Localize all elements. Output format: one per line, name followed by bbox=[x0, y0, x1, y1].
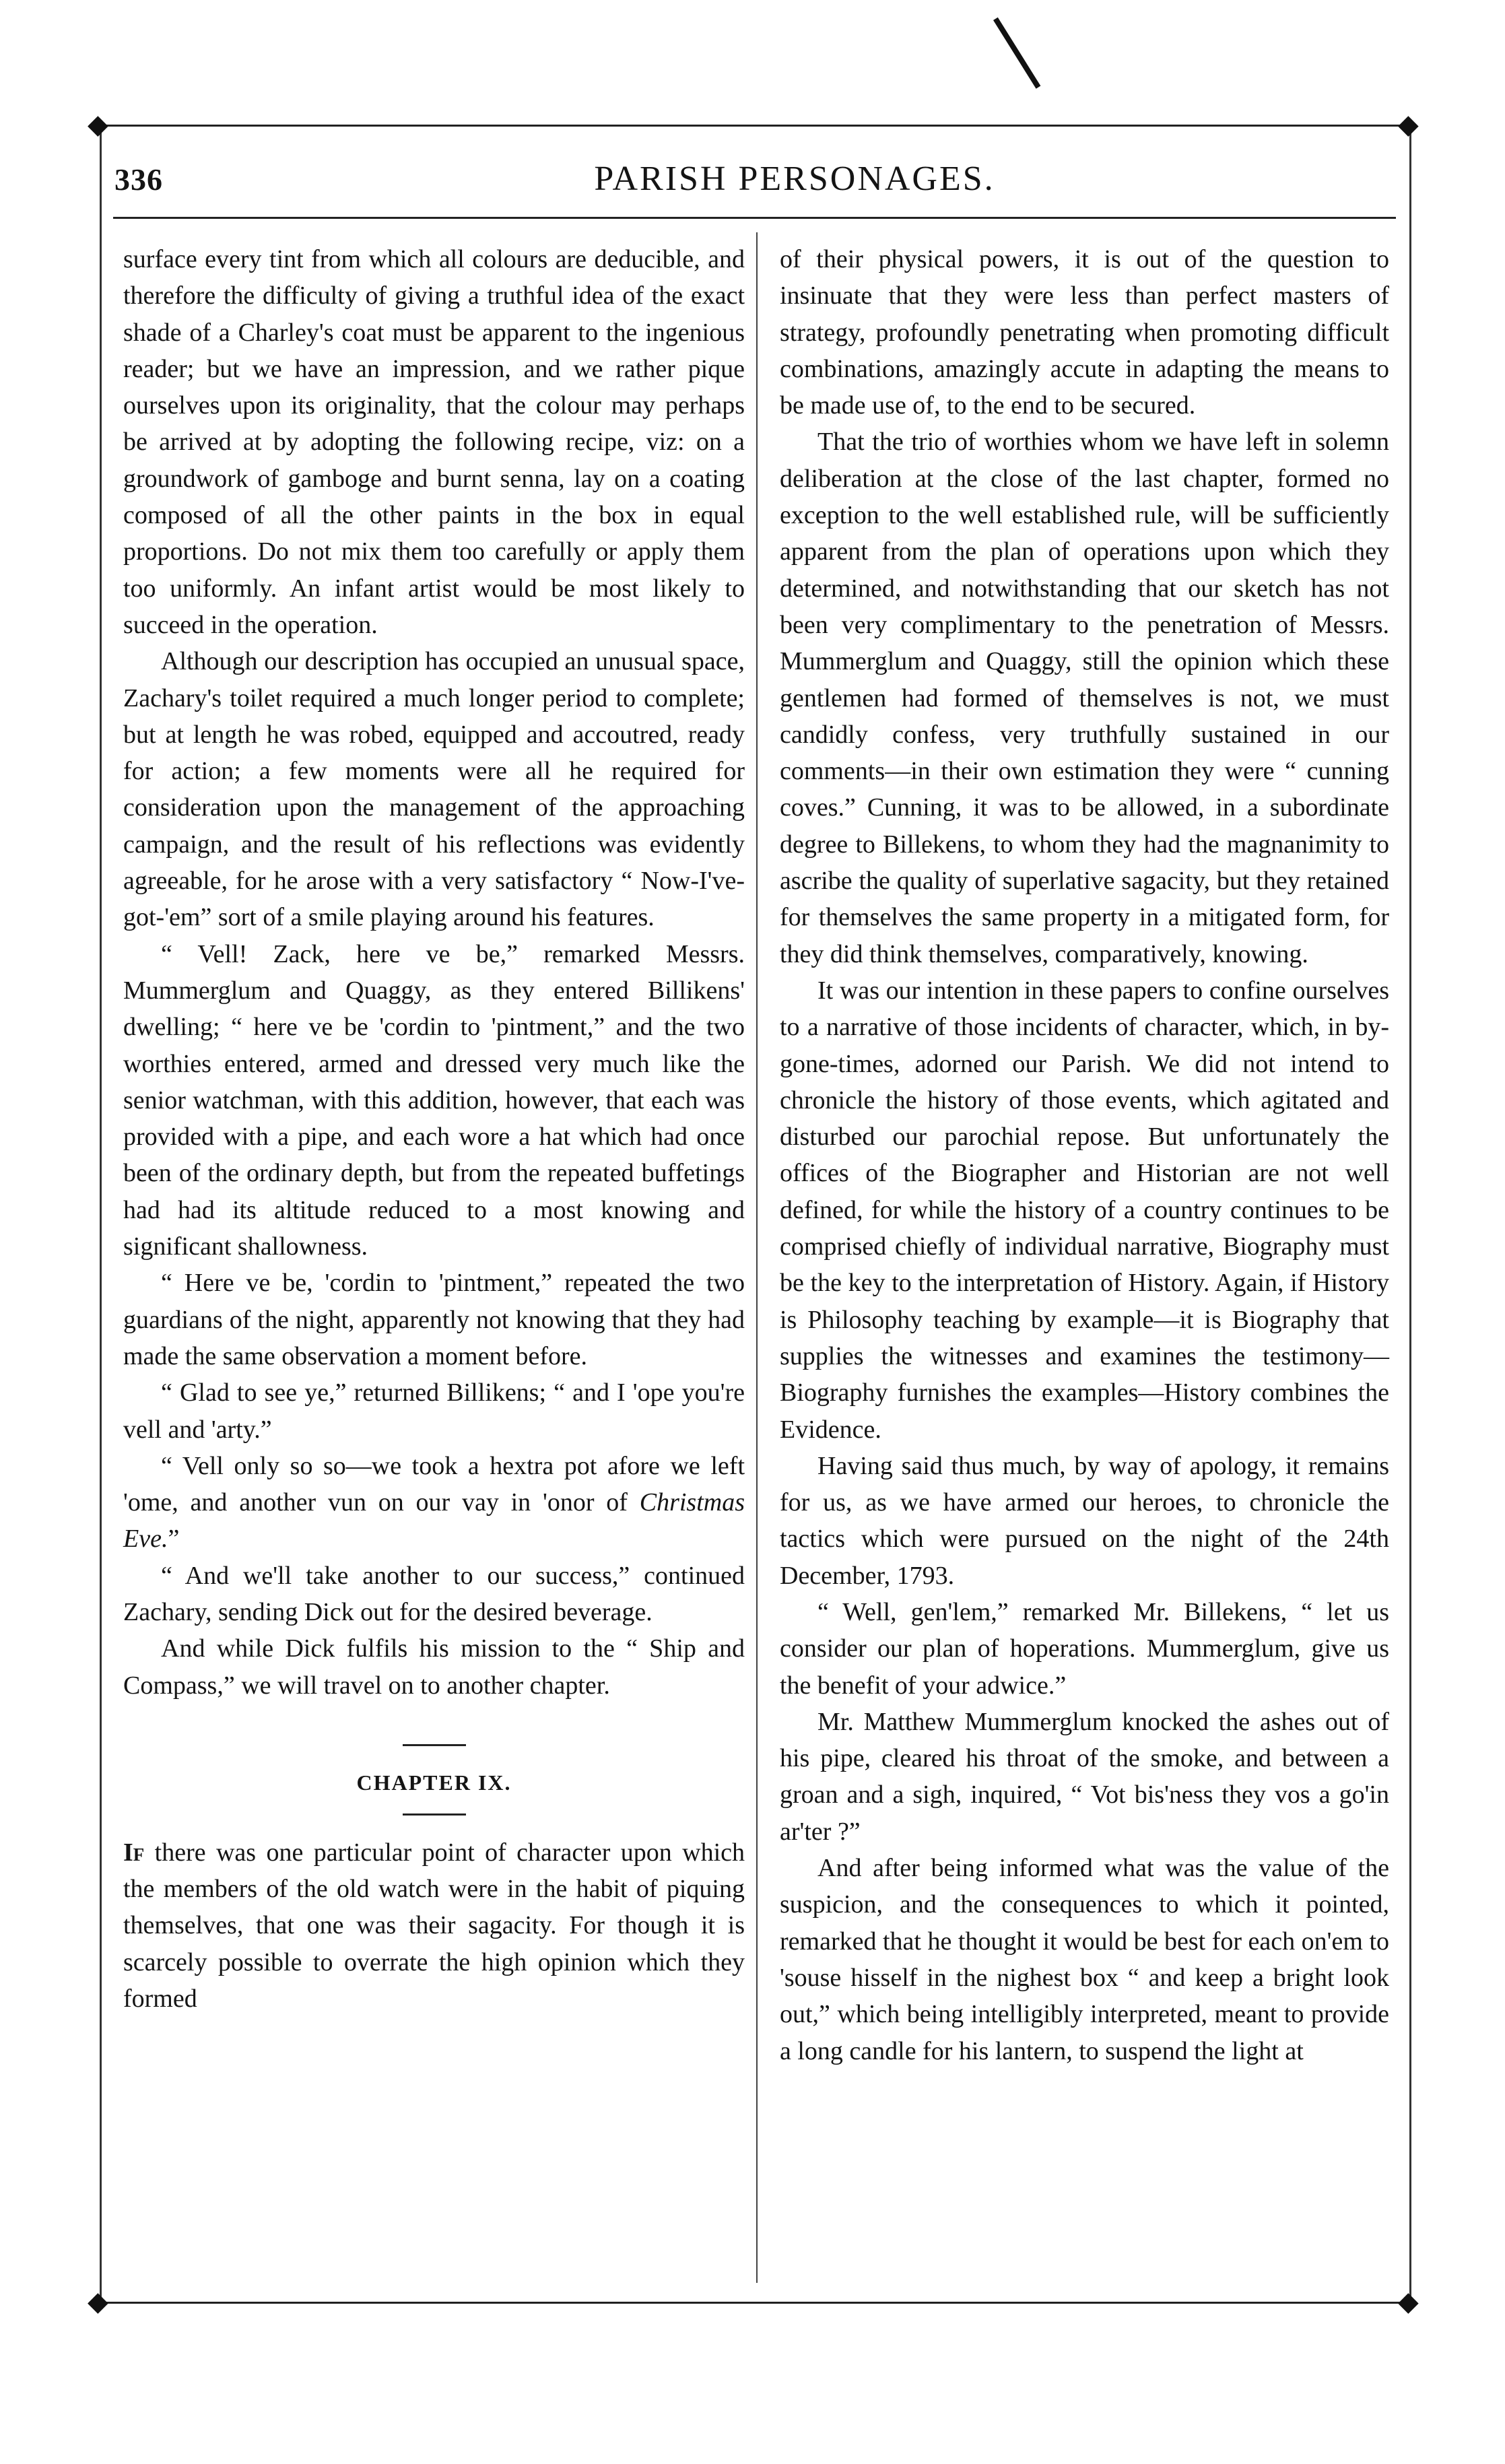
scan-mark bbox=[993, 18, 1040, 89]
closing-quote: ” bbox=[168, 1525, 180, 1554]
corner-ornament-top-left: ◆ bbox=[88, 109, 108, 140]
paragraph: Mr. Matthew Mummerglum knocked the ashes out of his pipe, cleared his throat of the smoke, and between a groan and a sigh, inquired, “ Vot bis'ness they vos a go'in ar'ter ?” bbox=[780, 1707, 1389, 1846]
paragraph: And after being informed what was the value of the suspicion, and the consequences to which it pointed, remarked that he thought it would be best for each on'em to 'souse hisself in the nighest box “ and keep a bright look out,” which being intelligibly interpreted, meant to provide a long candle for his lantern, to suspend the light at bbox=[780, 1854, 1389, 2065]
chapter-break bbox=[123, 1744, 745, 1816]
left-column bbox=[123, 241, 745, 2017]
chapter-rule-bottom bbox=[403, 1813, 466, 1816]
paragraph: And while Dick fulfils his mission to the “ Ship and Compass,” we will travel on to another chapter. bbox=[123, 1634, 745, 1700]
page-border-right bbox=[1409, 125, 1411, 2302]
corner-ornament-bottom-right: ◆ bbox=[1398, 2286, 1419, 2317]
chapter-heading: CHAPTER IX. bbox=[356, 1770, 512, 1795]
right-column bbox=[780, 241, 1389, 2069]
paragraph: Having said thus much, by way of apology, it remains for us, as we have armed our heroes, to chronicle the tactics which were pursued on the night of the 24th December, 1793. bbox=[780, 1451, 1389, 1590]
page-border-bottom bbox=[100, 2302, 1411, 2304]
page-border-left bbox=[100, 125, 102, 2302]
paragraph: “ Here ve be, 'cordin to 'pintment,” repeated the two guardians of the night, apparently not knowing that they had made the same observation a moment before. bbox=[123, 1269, 745, 1370]
paragraph: “ Glad to see ye,” returned Billikens; “ and I 'ope you're vell and 'arty.” bbox=[123, 1378, 745, 1444]
page-border-top bbox=[100, 125, 1411, 127]
column-divider bbox=[756, 232, 758, 2283]
paragraph: “ Well, gen'lem,” remarked Mr. Billekens, “ let us consider our plan of hoperations. Mummerglum, give us the benefit of your adwice.” bbox=[780, 1597, 1389, 1700]
paragraph: That the trio of worthies whom we have left in solemn deliberation at the close of the last chapter, formed no exception to the well established rule, will be sufficiently apparent from the plan of operations upon which they determined, and notwithstanding that our sketch has not been very complimentary to the penetration of Messrs. Mummerglum and Quaggy, still the opinion which these gentlemen had formed of themselves is not, we must candidly confess, very truthfully sustained in our comments—in their own estimation they were “ cunning coves.” Cunning, it was to be allowed, in a subordinate degree to Billekens, to whom they had the magnanimity to ascribe the quality of superlative sagacity, but they retained for themselves the same property in a mitigated form, for they did think themselves, comparatively, knowing. bbox=[780, 428, 1389, 968]
paragraph: of their physical powers, it is out of the question to insinuate that they were less than perfect masters of strategy, profoundly penetrating when promoting difficult combinations, amazingly accute in adapting the means to be made use of, to the end to be secured. bbox=[780, 245, 1389, 420]
corner-ornament-bottom-left: ◆ bbox=[88, 2286, 108, 2317]
italic-phrase: Christmas Eve. bbox=[123, 1488, 745, 1554]
paragraph: surface every tint from which all colours are deducible, and therefore the difficulty of giving a truthful idea of the exact shade of a Charley's coat must be apparent to the ingenious reader; but we have an impression, and we rather pique ourselves upon its originality, that the colour may perhaps be arrived at by adopting the following recipe, viz: on a groundwork of gamboge and burnt senna, lay on a coating composed of all the other paints in the box in equal proportions. Do not mix them too carefully or apply them too uniformly. An infant artist would be most likely to succeed in the operation. bbox=[123, 245, 745, 639]
paragraph-text: “ Vell only so so—we took a hextra pot afore we left 'ome, and another vun on our vay in 'onor of bbox=[123, 1451, 745, 1517]
running-title: PARISH PERSONAGES. bbox=[594, 160, 995, 198]
paragraph-text: there was one particular point of character upon which the members of the old watch were in the habit of piquing themselves, that one was their sagacity. For though it is scarcely possible to overrate the high opinion which they formed bbox=[123, 1838, 745, 2013]
corner-ornament-top-right: ◆ bbox=[1398, 109, 1419, 140]
paragraph bbox=[123, 1448, 745, 1558]
chapter-opening-paragraph bbox=[123, 1834, 745, 2017]
header-rule bbox=[113, 217, 1396, 219]
chapter-rule-top bbox=[403, 1744, 466, 1746]
paragraph: It was our intention in these papers to confine ourselves to a narrative of those incidents of character, which, in by-gone-times, adorned our Parish. We did not intend to chronicle the history of those events, which agitated and disturbed our parochial repose. But unfortunately the offices of the Biographer and Historian are not well defined, for while the history of a country continues to be comprised chiefly of individual narrative, Biography must be the key to the interpretation of History. Again, if History is Philosophy teaching by example—it is Biography that supplies the witnesses and examines the testimony—Biography furnishes the examples—History combines the Evidence. bbox=[780, 976, 1389, 1444]
paragraph: Although our description has occupied an unusual space, Zachary's toilet required a much longer period to complete; but at length he was robed, equipped and accoutred, ready for action; a few moments were all he required for consideration upon the management of the approaching campaign, and the result of his reflections was evidently agreeable, for he arose with a very satisfactory “ Now-I've-got-'em” sort of a smile playing around his features. bbox=[123, 647, 745, 932]
dropcap: If bbox=[123, 1838, 145, 1867]
paragraph: “ Vell! Zack, here ve be,” remarked Messrs. Mummerglum and Quaggy, as they entered Billikens' dwelling; “ here ve be 'cordin to 'pintment,” and the two worthies entered, armed and dressed very much like the senior watchman, with this addition, however, that each was provided with a pipe, and each wore a hat which had once been of the ordinary depth, but from the repeated buffetings had had its altitude reduced to a most knowing and significant shallowness. bbox=[123, 939, 745, 1261]
page-number: 336 bbox=[114, 162, 163, 197]
paragraph: “ And we'll take another to our success,” continued Zachary, sending Dick out for the desired beverage. bbox=[123, 1561, 745, 1626]
